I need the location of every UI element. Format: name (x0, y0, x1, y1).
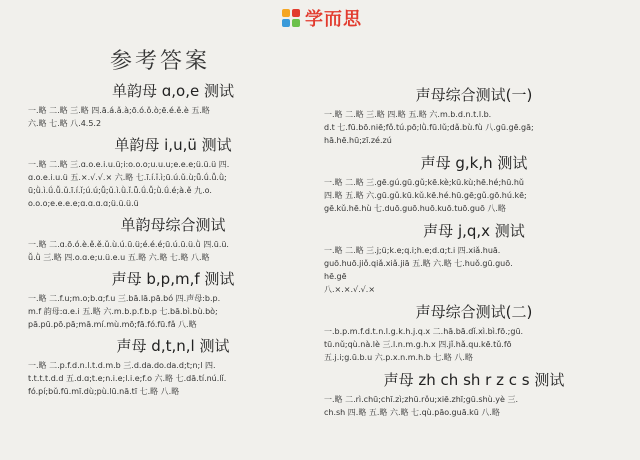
answer-section (28, 80, 318, 130)
answer-line: 一.略 二.f.u;m.o;b.ɑ;f.u 三.bā.lā.pā.bó 四.声母:b.p. (28, 294, 221, 303)
section-title: 声母综合测试(二) (415, 303, 533, 321)
answer-line: 六.略 七.略 八.4.5.2 (28, 119, 102, 128)
answer-line: 五.j.i;g.ū.b.u 六.p.x.n.m.h.b 七.略 八.略 (324, 353, 473, 362)
section-title: 声母综合测试(一) (415, 86, 533, 104)
answer-line: tū.nǔ;qù.nà.lè 三.l.n.m.g.h.x 四.jǐ.hǎ.qu.kē.tǔ.fō (324, 340, 512, 349)
section-title: 单韵母 ɑ,o,e 测试 (111, 82, 234, 100)
brand-name: 学而思 (305, 9, 362, 30)
answer-line: ǚ.ǜ 三.略 四.o.ɑ.e;u.ü.e.u 五.略 六.略 七.略 八.略 (28, 253, 210, 262)
answer-line: 一.b.p.m.f.d.t.n.l.g.k.h.j.q.x 二.hā.bā.dǐ.xì.bì.fō.;gū. (324, 327, 524, 336)
section-title: 单韵母综合测试 (120, 216, 226, 234)
section-title: 声母 d,t,n,l 测试 (116, 337, 230, 355)
doc-title: 参考答案 (110, 49, 211, 74)
answer-section (28, 214, 318, 264)
answer-line: 一.略 二.rì.chū;chī.zì;zhū.rǒu;xiē.zhī;gū.shù.yè 三. (324, 395, 518, 404)
answer-section (28, 335, 318, 398)
answer-line: ɑ.o.e.i.u.ü 五.×.√.√.× 六.略 七.ī.í.ǐ.ì;ū.ú.ǔ.ù;ǖ.ǘ.ǚ.ǜ; (28, 173, 227, 182)
answer-line: guō.huō.jiǒ.qiǎ.xiǎ.jiā 五.略 六.略 七.huǒ.gū.guō. (324, 259, 513, 268)
answer-section (28, 268, 318, 331)
answer-section (324, 84, 624, 147)
answer-line: t.t.t.t.d.d 五.d.ɑ;t.e;n.i.e;l.i.e;f.o 六.略 七.dā.tí.nú.lǐ. (28, 374, 227, 383)
answer-line: hē.gē (324, 272, 347, 281)
section-title: 声母 j,q,x 测试 (423, 222, 525, 240)
answer-section (324, 369, 624, 419)
brand-mark-icon (280, 7, 302, 29)
answer-line: hā.hē.hū;zī.zé.zú (324, 136, 392, 145)
answer-section (324, 301, 624, 364)
answer-line: ū;ǜ.ì.ǘ.ǚ.ǔ.ī.í.ǐ;ú.ú;ǚ;ǔ.ì.ǜ.ǐ.ǖ.ǘ.ǚ;ǜ.ǘ.é;à.ě 九.o. (28, 186, 212, 195)
answer-line: fó.pí;bǔ.fū.mī.dù;pù.lū.nā.tī 七.略 八.略 (28, 387, 180, 396)
right-column (324, 82, 624, 419)
answer-line: pā.pū.pō.pā;mā.mí.mù.mō;fā.fó.fū.fǎ 八.略 (28, 320, 197, 329)
answer-line: 一.略 二.略 三.ɑ.o.e.i.u.ü;i:o.o.o;u.u.u;e.e.e;ü.ü.ü 四. (28, 160, 230, 169)
answer-line: 一.略 二.略 三.略 四.ā.á.ǎ.à;ō.ó.ǒ.ò;ē.é.ě.è 五.略 (28, 106, 210, 115)
answer-line: ch.sh 四.略 五.略 六.略 七.qù.pāo.guā.kū 八.略 (324, 408, 500, 417)
answer-line: 一.略 二.略 三.j;ü;k.e;q.i;h.e;d.ɑ;t.i 四.xiǎ.huā. (324, 246, 501, 255)
answer-line: 一.略 二.略 三.gē.gú.gū.gǔ;kē.kè;kū.kù;hē.hé;hū.hǔ (324, 178, 524, 187)
section-title: 单韵母 i,u,ü 测试 (114, 136, 232, 154)
answer-line: 一.略 二.略 三.略 四.略 五.略 六.m.b.d.n.t.l.b. (324, 110, 492, 119)
answer-line: 四.略 五.略 六.gū.gǔ.kū.kǔ.kē.hé.hū.gē;gǔ.gō.hú.kē; (324, 191, 527, 200)
answer-line: gē.kǔ.hē.hù 七.duō.guō.huō.kuō.tuō.guō 八.略 (324, 204, 506, 213)
answer-section (28, 134, 318, 210)
section-title: 声母 b,p,m,f 测试 (111, 270, 235, 288)
left-column (28, 76, 318, 398)
answer-section (324, 152, 624, 215)
answer-line: 一.略 二.p.f.d.n.l.t.d.m.b 三.d.da.do.da.d;t;n;l 四. (28, 361, 216, 370)
answer-line: 八.×.×.√.√.× (324, 285, 376, 294)
answer-line: o.o.o;e.e.e.e;ɑ.ɑ.ɑ.ɑ;ü.ü.ü.ü (28, 199, 139, 208)
answer-line: m.f 韵母:ɑ.e.i 五.略 六.m.b.p.f.b.p 七.bā.bì.bù.bò; (28, 307, 218, 316)
section-title: 声母 zh ch sh r z c s 测试 (383, 371, 565, 389)
answer-line: 一.略 二.ɑ.ō.ó.è.ě.ě.ǔ.ù.ú.ū.ü;é.é.é;ū.ú.ū.ü.ǜ 四.ū.ü. (28, 240, 229, 249)
answer-section (324, 220, 624, 296)
section-title: 声母 g,k,h 测试 (420, 154, 528, 172)
answer-line: d.t 七.fū.bō.niē;fǒ.tú.pō;lǜ.fū.lǔ;dǎ.bù.fù 八.gū.gē.gā; (324, 123, 534, 132)
brand-logo (280, 5, 362, 31)
